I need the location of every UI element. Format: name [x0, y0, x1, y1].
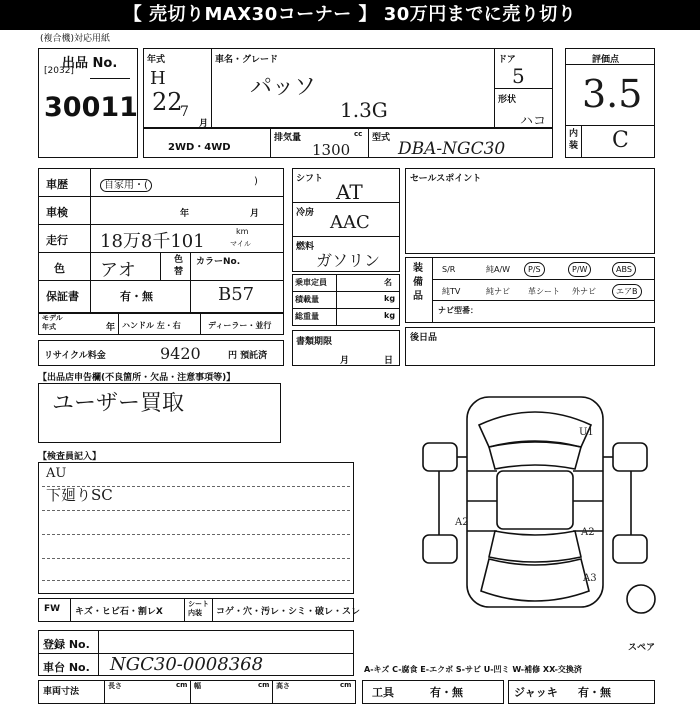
damage-legend: A-キズ C-腐食 E-エクボ S-サビ U-凹ミ W-補修 XX-交換済	[364, 665, 582, 674]
tools-label: 工具	[372, 686, 394, 699]
color-no-value: B57	[218, 284, 255, 305]
glass-items: キズ・ヒビ石・割レX	[75, 607, 163, 617]
declaration-label: 【出品店申告欄(不良箇所・欠品・注意事項等)】	[38, 373, 236, 383]
recycle-unit: 円 預託済	[228, 351, 268, 361]
navi-label: ナビ型番：	[438, 306, 478, 315]
divider	[90, 168, 91, 313]
inspection-label: 車検	[46, 206, 68, 219]
shift-label: シフト	[296, 174, 324, 184]
grade: 1.3G	[340, 98, 388, 122]
size-length: 長さ	[108, 682, 122, 690]
divider	[38, 224, 284, 225]
divider	[70, 598, 71, 622]
equipment-option: S/R	[442, 265, 456, 274]
mileage-unit-km: km	[236, 227, 249, 236]
divider	[190, 252, 191, 313]
form-note: (複合機)対応用紙	[40, 34, 111, 44]
divider	[432, 300, 655, 301]
equipment-label: 装備品	[413, 263, 423, 302]
shape-label: 形状	[498, 95, 517, 105]
model-year-label: モデル年式	[42, 314, 63, 331]
year-label: 年式	[147, 55, 166, 65]
history-value-text: 自家用・(	[100, 179, 152, 192]
spare-label: スペア	[628, 643, 656, 653]
wheel-rear-left	[423, 535, 457, 563]
year-month: 7	[180, 104, 189, 120]
interior-label: 内装	[569, 129, 579, 151]
doc-day: 日	[384, 356, 394, 366]
car-label: 車名・グレード	[215, 55, 279, 65]
handle-label: ハンドル 左・右	[122, 321, 181, 330]
divider	[432, 257, 433, 323]
inspector-line-1: AU	[46, 466, 67, 481]
displacement-unit: cc	[354, 130, 363, 138]
ac-label: 冷房	[296, 208, 315, 218]
chassis-label: 車台 No.	[43, 661, 90, 674]
equipment-option: P/W	[568, 262, 591, 277]
shape-value: ハコ	[520, 114, 547, 129]
history-label: 車歴	[46, 178, 68, 191]
shift-value: AT	[336, 180, 363, 204]
rear-window	[489, 531, 581, 562]
spare-tire-icon	[627, 585, 655, 613]
dealer-label: ディーラー・並行	[208, 321, 272, 330]
divider	[38, 280, 284, 281]
displacement-value: 1300	[312, 141, 351, 159]
divider	[494, 88, 553, 89]
color-value: アオ	[100, 260, 136, 281]
options-label: 後日品	[410, 333, 438, 343]
divider	[292, 236, 400, 237]
mark-a2-left: A2	[455, 517, 469, 528]
mileage-value: 18万8千101	[100, 231, 205, 252]
tools-value: 有・無	[430, 686, 463, 699]
load-unit: kg	[384, 294, 396, 303]
mark-u1: U1	[579, 427, 594, 438]
stamp: [2032]	[44, 66, 74, 76]
interior-value: C	[612, 128, 629, 153]
door-label: ドア	[498, 55, 516, 65]
divider	[292, 308, 400, 309]
history-value	[100, 176, 152, 191]
score-value: 3.5	[582, 72, 643, 116]
lot-underline	[90, 78, 130, 79]
door-value: 5	[512, 64, 525, 88]
jack-label: ジャッキ	[514, 686, 558, 699]
equipment-option: 純A/W	[486, 265, 511, 274]
size-unit-3: cm	[340, 681, 352, 689]
divider	[190, 680, 191, 704]
seat-label: シート内装	[188, 600, 209, 617]
ruled-line	[42, 510, 350, 511]
wheel-front-left	[423, 443, 457, 471]
lot-number: 30011	[44, 92, 138, 123]
drive-label: 2WD・4WD	[168, 142, 231, 153]
divider	[184, 598, 185, 622]
equipment-option: 革シート	[528, 287, 560, 296]
reg-label: 登録 No.	[43, 638, 90, 651]
displacement-label: 排気量	[274, 133, 302, 143]
color-no-label: カラーNo.	[196, 257, 241, 267]
equipment-option: 純TV	[442, 287, 461, 296]
equipment-option: ABS	[612, 262, 636, 277]
size-unit-1: cm	[176, 681, 188, 689]
equipment-option: P/S	[524, 262, 545, 277]
year-value: 22	[152, 88, 183, 116]
model-value: DBA-NGC30	[398, 139, 506, 159]
ac-value: AAC	[330, 212, 370, 233]
year-era: H	[150, 68, 166, 89]
roof-panel	[497, 471, 573, 529]
divider	[38, 196, 284, 197]
recycle-label: リサイクル料金	[44, 351, 106, 361]
sales-point-label: セールスポイント	[410, 174, 482, 184]
size-height: 高さ	[276, 682, 290, 690]
divider	[200, 313, 201, 335]
divider	[160, 252, 161, 280]
doc-unit: 月	[340, 356, 350, 366]
chassis-value: NGC30-0008368	[110, 654, 264, 675]
model-year-unit: 年	[106, 323, 116, 333]
fuel-value: ガソリン	[316, 251, 381, 270]
jack-value: 有・無	[578, 686, 611, 699]
divider	[581, 125, 582, 158]
capacity-unit: 名	[384, 278, 392, 287]
inspection-year: 年	[180, 209, 190, 219]
ruled-line	[42, 558, 350, 559]
color-change-label: 色替	[174, 255, 184, 277]
recycle-value: 9420	[160, 344, 201, 363]
divider	[118, 313, 119, 335]
banner-title: 【 売切りMAX30コーナー 】 30万円までに売り切り	[0, 0, 700, 30]
seat-items: コゲ・穴・汚レ・シミ・破レ・スレ	[216, 607, 361, 617]
car-name: パッソ	[250, 75, 317, 100]
divider	[104, 680, 105, 704]
divider	[211, 48, 212, 128]
size-unit-2: cm	[258, 681, 270, 689]
car-diagram[interactable]	[405, 385, 665, 620]
ruled-line	[42, 534, 350, 535]
weight-label: 総重量	[295, 312, 319, 321]
score-label: 評価点	[592, 55, 620, 65]
equipment-option: 純ナビ	[486, 287, 510, 296]
capacity-label: 乗車定員	[295, 278, 327, 287]
options-box	[405, 327, 655, 366]
size-width: 幅	[194, 682, 201, 690]
divider	[368, 128, 369, 158]
history-close: )	[254, 176, 258, 187]
divider	[292, 291, 400, 292]
weight-unit: kg	[384, 311, 396, 320]
mark-a2-right: A2	[581, 527, 595, 538]
divider	[336, 274, 337, 326]
size-label: 車両寸法	[43, 687, 80, 697]
wheel-front-right	[613, 443, 647, 471]
divider	[270, 128, 271, 158]
warranty-value: 有・無	[120, 290, 153, 303]
divider	[272, 680, 273, 704]
color-label: 色	[54, 262, 65, 275]
load-label: 積載量	[295, 295, 319, 304]
doc-label: 書類期限	[296, 337, 333, 347]
lot-label: 出品 No.	[62, 56, 118, 71]
equipment-option: エアB	[612, 284, 642, 299]
fuel-label: 燃料	[296, 242, 315, 252]
divider	[432, 279, 655, 280]
month-unit: 月	[199, 119, 209, 129]
windshield	[489, 442, 581, 469]
wheel-rear-right	[613, 535, 647, 563]
mileage-unit-mile: マイル	[230, 240, 251, 248]
warranty-label: 保証書	[46, 290, 79, 303]
inspector-label: 【検査員記入】	[38, 452, 102, 462]
model-label: 型式	[372, 133, 391, 143]
trunk-panel	[481, 559, 589, 601]
inspection-month: 月	[250, 209, 260, 219]
equipment-option: 外ナビ	[572, 287, 596, 296]
divider	[212, 598, 213, 622]
inspector-line-2: 下廻りSC	[46, 486, 113, 504]
glass-label: FW	[44, 604, 61, 614]
divider	[565, 125, 655, 126]
mileage-label: 走行	[46, 234, 68, 247]
mark-a3: A3	[583, 573, 597, 584]
inspector-box	[38, 462, 354, 594]
ruled-line	[42, 580, 350, 581]
declaration-text: ユーザー買取	[52, 391, 185, 416]
